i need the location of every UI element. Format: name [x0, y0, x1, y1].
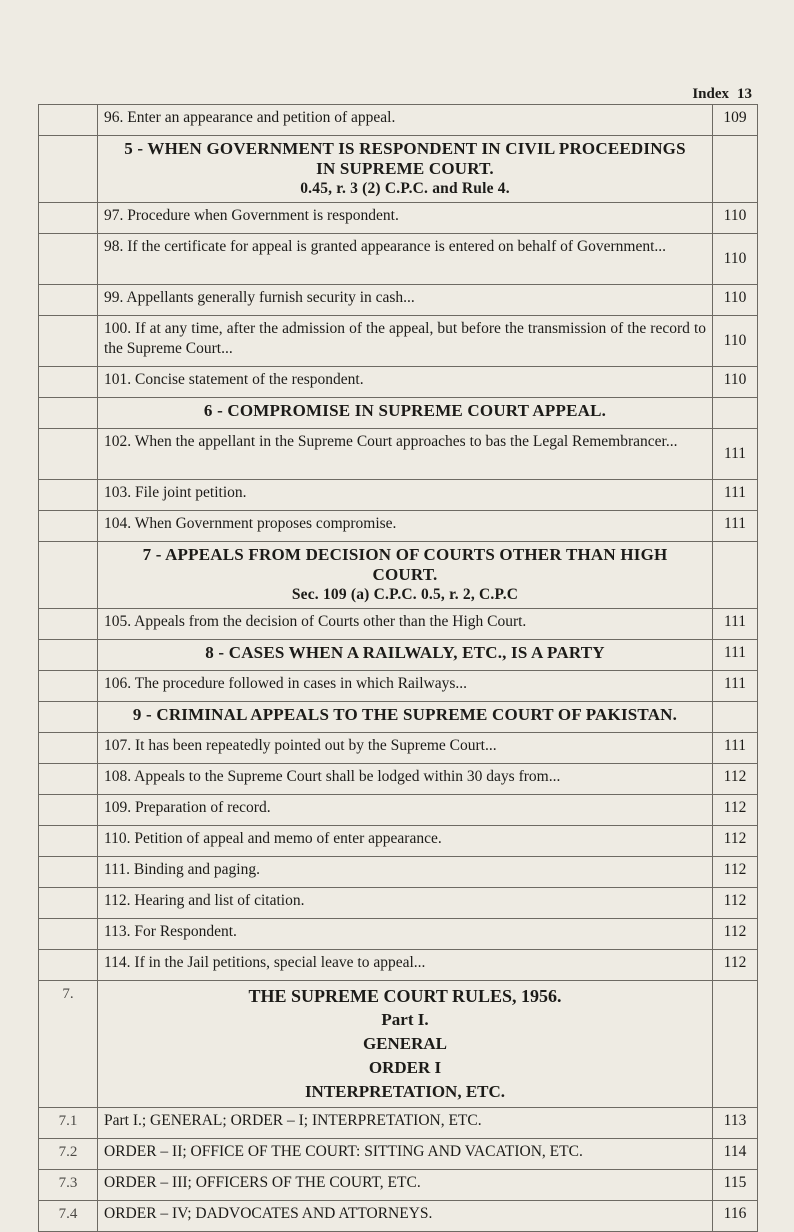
page-ref: 111 [713, 640, 758, 671]
table-row [39, 1170, 758, 1201]
page-ref: 109 [713, 105, 758, 136]
entry-text: 102. When the appellant in the Supreme Court approaches to bas the Legal Remembrancer... [98, 429, 713, 480]
page-ref: 114 [713, 1139, 758, 1170]
entry-text: 97. Procedure when Government is respondent. [98, 203, 713, 234]
section-heading: 9 - CRIMINAL APPEALS TO THE SUPREME COURT OF PAKISTAN. [98, 702, 713, 733]
entry-text: 106. The procedure followed in cases in which Railways... [98, 671, 713, 702]
entry-text: 114. If in the Jail petitions, special leave to appeal... [98, 950, 713, 981]
page-ref: 110 [713, 367, 758, 398]
table-row [39, 429, 758, 480]
page-ref: 112 [713, 764, 758, 795]
table-row [39, 1201, 758, 1232]
page-ref: 110 [713, 234, 758, 285]
page-ref: 111 [713, 429, 758, 480]
section-heading: 5 - WHEN GOVERNMENT IS RESPONDENT IN CIVIL PROCEEDINGS IN SUPREME COURT. 0.45, r. 3 (2) C.P.C. and Rule 4. [98, 136, 713, 203]
entry-text: Part I.; GENERAL; ORDER – I; INTERPRETATION, ETC. [98, 1108, 713, 1139]
table-row [39, 857, 758, 888]
entry-text: 96. Enter an appearance and petition of appeal. [98, 105, 713, 136]
page-ref: 111 [713, 609, 758, 640]
entry-text: 113. For Respondent. [98, 919, 713, 950]
entry-text: 99. Appellants generally furnish security in cash... [98, 285, 713, 316]
entry-text: 110. Petition of appeal and memo of enter appearance. [98, 826, 713, 857]
section-heading: 7 - APPEALS FROM DECISION OF COURTS OTHER THAN HIGH COURT. Sec. 109 (a) C.P.C. 0.5, r. 2, C.P.C [98, 542, 713, 609]
table-row [39, 511, 758, 542]
table-row [39, 795, 758, 826]
page-ref: 112 [713, 888, 758, 919]
entry-text: 105. Appeals from the decision of Courts other than the High Court. [98, 609, 713, 640]
page-ref: 112 [713, 826, 758, 857]
table-row [39, 764, 758, 795]
entry-text: 101. Concise statement of the respondent. [98, 367, 713, 398]
table-row [39, 888, 758, 919]
section-ref: Sec. 109 (a) C.P.C. 0.5, r. 2, C.P.C [291, 586, 519, 603]
entry-text: 109. Preparation of record. [98, 795, 713, 826]
page-ref: 116 [713, 1201, 758, 1232]
chapter-heading: THE SUPREME COURT RULES, 1956. Part I. GENERAL ORDER I INTERPRETATION, ETC. [98, 981, 713, 1108]
section-heading-row [39, 640, 758, 671]
page-ref: 115 [713, 1170, 758, 1201]
table-row [39, 203, 758, 234]
chapter-number: 7. [39, 981, 98, 1108]
page-header [692, 86, 752, 103]
entry-text: ORDER – IV; DADVOCATES AND ATTORNEYS. [98, 1201, 713, 1232]
index-table [38, 104, 758, 1232]
table-row [39, 1139, 758, 1170]
entry-text: 98. If the certificate for appeal is granted appearance is entered on behalf of Government... [98, 234, 713, 285]
entry-text: 108. Appeals to the Supreme Court shall be lodged within 30 days from... [98, 764, 713, 795]
entry-text: 104. When Government proposes compromise. [98, 511, 713, 542]
section-heading-row [39, 702, 758, 733]
entry-text: ORDER – III; OFFICERS OF THE COURT, ETC. [98, 1170, 713, 1201]
header-page-number: 13 [737, 86, 752, 102]
header-label: Index [692, 86, 729, 102]
page-ref: 111 [713, 511, 758, 542]
section-heading-row [39, 542, 758, 609]
table-row [39, 1108, 758, 1139]
chapter-heading-row [39, 981, 758, 1108]
entry-text: 111. Binding and paging. [98, 857, 713, 888]
page-ref: 111 [713, 671, 758, 702]
table-row [39, 367, 758, 398]
entry-text: 107. It has been repeatedly pointed out by the Supreme Court... [98, 733, 713, 764]
entry-number: 7.3 [39, 1170, 98, 1201]
table-row [39, 919, 758, 950]
page-ref: 110 [713, 316, 758, 367]
page-ref: 112 [713, 857, 758, 888]
page-ref: 112 [713, 795, 758, 826]
table-row [39, 480, 758, 511]
table-row [39, 316, 758, 367]
section-heading-row [39, 136, 758, 203]
entry-number: 7.2 [39, 1139, 98, 1170]
section-heading: 8 - CASES WHEN A RAILWALY, ETC., IS A PARTY [98, 640, 713, 671]
table-row [39, 733, 758, 764]
table-row [39, 609, 758, 640]
entry-number: 7.4 [39, 1201, 98, 1232]
entry-text: ORDER – II; OFFICE OF THE COURT: SITTING AND VACATION, ETC. [98, 1139, 713, 1170]
page-ref: 112 [713, 950, 758, 981]
table-row [39, 234, 758, 285]
page-ref: 111 [713, 480, 758, 511]
page-ref: 112 [713, 919, 758, 950]
entry-text: 103. File joint petition. [98, 480, 713, 511]
page-ref: 110 [713, 203, 758, 234]
table-row [39, 826, 758, 857]
table-row [39, 105, 758, 136]
table-row [39, 285, 758, 316]
section-heading: 6 - COMPROMISE IN SUPREME COURT APPEAL. [98, 398, 713, 429]
table-row [39, 671, 758, 702]
entry-text: 112. Hearing and list of citation. [98, 888, 713, 919]
entry-number: 7.1 [39, 1108, 98, 1139]
table-row [39, 950, 758, 981]
entry-text: 100. If at any time, after the admission of the appeal, but before the transmission of the record to the Supreme Court... [98, 316, 713, 367]
section-heading-row [39, 398, 758, 429]
page-ref: 110 [713, 285, 758, 316]
section-ref: 0.45, r. 3 (2) C.P.C. and Rule 4. [300, 180, 510, 197]
page-ref: 113 [713, 1108, 758, 1139]
page-ref: 111 [713, 733, 758, 764]
